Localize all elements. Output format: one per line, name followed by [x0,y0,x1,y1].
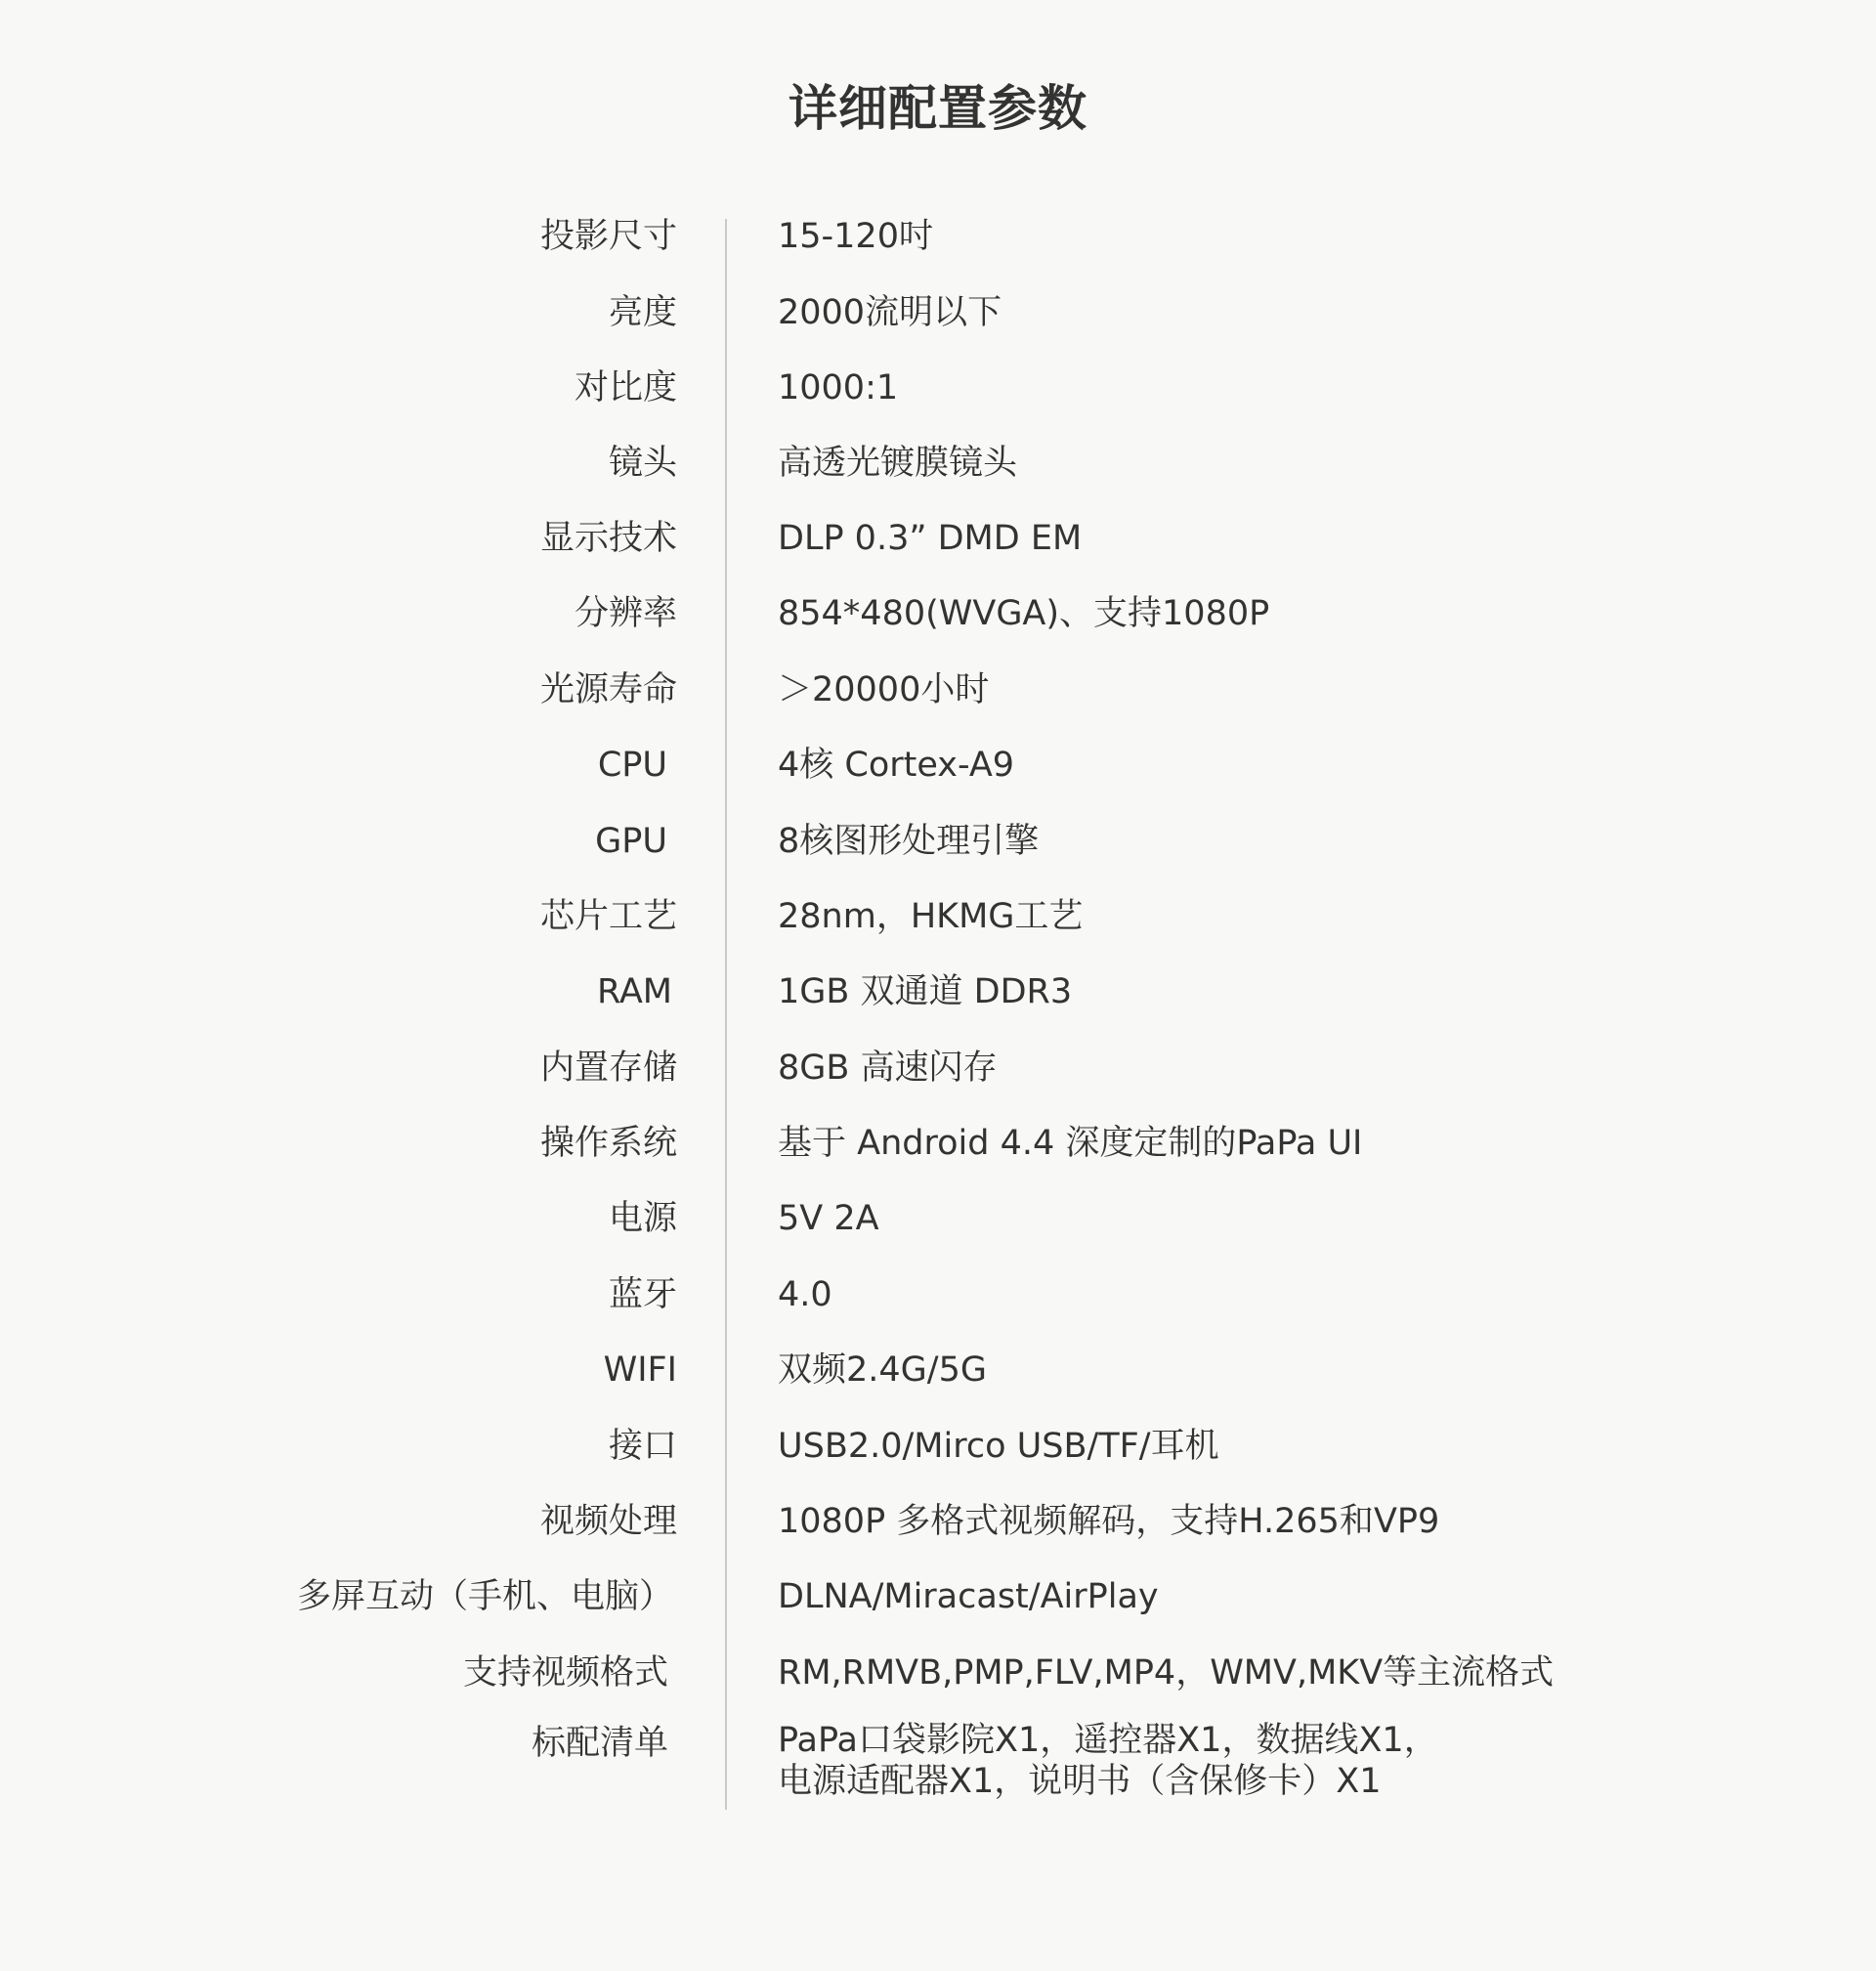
spec-value-line: PaPa口袋影院X1，遥控器X1，数据线X1， [778,1721,1438,1760]
spec-value: 1080P 多格式视频解码，支持H.265和VP9 [778,1502,1440,1541]
spec-value: 2000流明以下 [778,293,1002,332]
spec-value: 4核 Cortex-A9 [778,746,1015,785]
spec-value: 高透光镀膜镜头 [778,444,1018,483]
spec-label: 视频处理 [539,1502,677,1541]
spec-row [0,963,1876,1021]
spec-row [0,812,1876,871]
spec-value: DLP 0.3” DMD EM [778,519,1083,558]
spec-label: 投影尺寸 [539,217,677,256]
spec-value: 1GB 双通道 DDR3 [778,972,1073,1011]
spec-value: USB2.0/Mirco USB/TF/耳机 [778,1427,1219,1466]
spec-label: 多屏互动（手机、电脑） [296,1577,673,1616]
spec-row [0,736,1876,794]
spec-label: 接口 [608,1427,677,1466]
spec-row [0,661,1876,719]
spec-row [0,584,1876,643]
spec-row [0,283,1876,342]
spec-value-line: 电源适配器X1，说明书（含保修卡）X1 [778,1762,1382,1801]
spec-label: 对比度 [574,368,677,407]
spec-label: WIFI [603,1350,677,1390]
spec-row [0,1039,1876,1097]
spec-value: 基于 Android 4.4 深度定制的PaPa UI [778,1124,1363,1163]
spec-row [0,1189,1876,1248]
spec-row [0,1644,1876,1702]
spec-label: GPU [595,822,667,861]
spec-value: 双频2.4G/5G [778,1350,987,1390]
spec-value: 8GB 高速闪存 [778,1049,998,1088]
spec-row [0,509,1876,568]
spec-value: ＞20000小时 [778,670,990,709]
spec-label: RAM [596,972,672,1011]
spec-label: 电源 [608,1199,677,1238]
spec-label: 亮度 [608,293,677,332]
spec-row [0,1492,1876,1551]
spec-label: 操作系统 [539,1124,677,1163]
spec-value: 8核图形处理引擎 [778,822,1040,861]
spec-value: 854*480(WVGA)、支持1080P [778,594,1270,633]
spec-label: 内置存储 [539,1049,677,1088]
spec-row [0,434,1876,493]
spec-row [0,1341,1876,1399]
spec-value [778,1720,1438,1802]
spec-value: 15-120吋 [778,217,933,256]
spec-label: 蓝牙 [608,1275,677,1314]
spec-label: 分辨率 [574,594,677,633]
spec-value: 28nm，HKMG工艺 [778,897,1084,936]
spec-row [0,207,1876,266]
spec-value: 4.0 [778,1275,832,1314]
spec-value: 1000:1 [778,368,899,407]
spec-label: CPU [597,746,667,785]
spec-row [0,1114,1876,1173]
spec-value: DLNA/Miracast/AirPlay [778,1577,1159,1616]
spec-label: 镜头 [608,444,677,483]
spec-label: 光源寿命 [539,670,677,709]
spec-value: 5V 2A [778,1199,879,1238]
page-title: 详细配置参数 [789,80,1087,137]
spec-row [0,1417,1876,1476]
spec-row [0,887,1876,946]
spec-label: 显示技术 [539,519,677,558]
spec-value: RM,RMVB,PMP,FLV,MP4，WMV,MKV等主流格式 [778,1653,1555,1692]
spec-row [0,1714,1876,1801]
spec-label: 标配清单 [531,1724,668,1763]
spec-row [0,1567,1876,1626]
spec-row [0,359,1876,417]
spec-label: 支持视频格式 [462,1653,668,1692]
spec-label: 芯片工艺 [539,897,677,936]
spec-row [0,1265,1876,1324]
